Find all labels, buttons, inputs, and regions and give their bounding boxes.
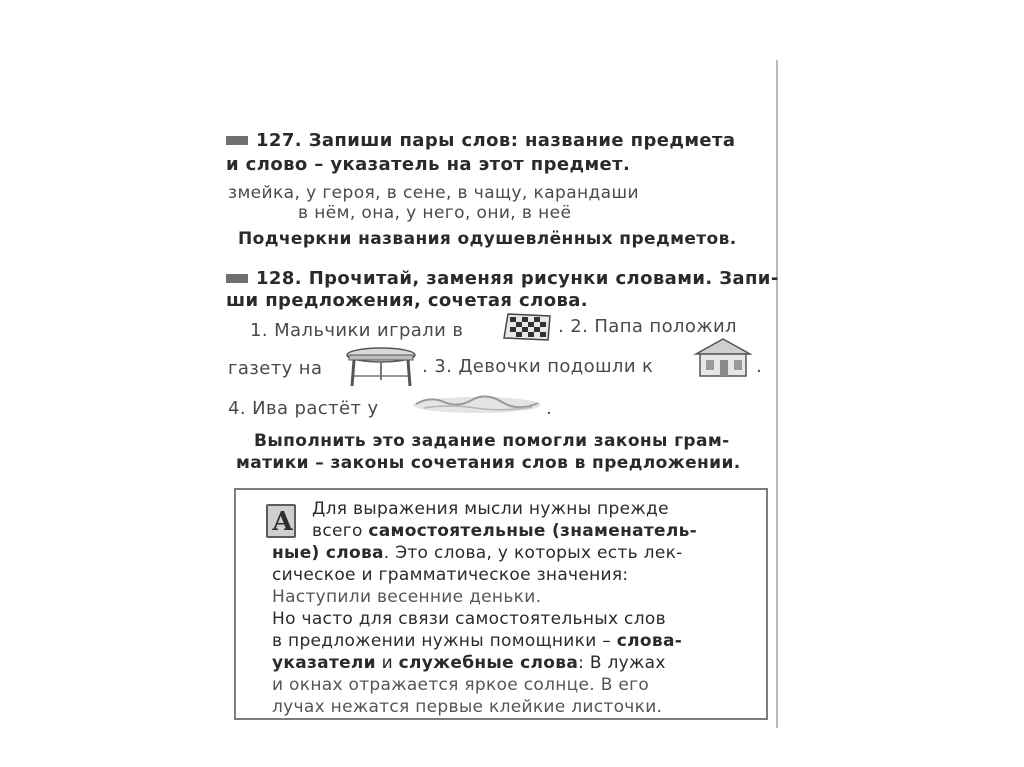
rule-text: : В лужах [578,653,666,673]
sentence-1-part-1: 1. Мальчики играли в [250,320,464,341]
rule-text: и [375,653,399,673]
word-list-2: в нём, она, у него, они, в неё [298,203,572,223]
task-128-text-1: Прочитай, заменяя рисунки словами. Запи- [308,268,779,289]
scan-page-edge [776,60,778,728]
table-icon [344,346,418,388]
rule-example-3: лучах нежатся первые клейкие листочки. [272,697,663,717]
task-127-heading [226,130,735,152]
pond-icon [410,392,544,414]
summary-line-1: Выполнить это задание помогли законы грам- [254,431,730,451]
rule-term: самостоятельные (знаменатель- [368,521,698,541]
rule-line-7 [272,630,682,652]
rule-example-1: Наступили весенние деньки. [272,587,542,607]
sentence-1-part-2: . 2. Папа положил [558,316,737,337]
sentence-3-end-dot: . [546,398,553,419]
rule-letter-a-icon [266,504,296,538]
underline-instruction: Подчеркни названия одушевлённых предметов. [238,229,737,249]
sentence-2-end-dot: . [756,356,763,377]
task-127-text-2: и слово – указатель на этот предмет. [226,154,631,175]
textbook-page [222,118,779,730]
rule-line-6: Но часто для связи самостоятельных слов [272,609,666,629]
rule-line-8 [272,652,666,674]
checkerboard-icon [502,312,554,342]
summary-line-2: матики – законы сочетания слов в предложении. [236,453,741,473]
rule-term: слова- [616,631,683,651]
sentence-2-part-1: газету на [228,358,323,379]
task-number: 127. [256,130,303,151]
task-number: 128. [256,268,303,289]
rule-term: указатели [272,653,376,673]
word-list-1: змейка, у героя, в сене, в чащу, карандаши [228,183,639,203]
task-128-text-2: ши предложения, сочетая слова. [226,290,589,311]
sentence-3-part-1: 4. Ива растёт у [228,398,379,419]
task-127-text-1: Запиши пары слов: название предмета [308,130,736,151]
house-icon [692,336,754,378]
rule-line-3 [272,542,683,564]
task-marker-icon [226,274,248,283]
grammar-rule-box [234,488,768,720]
rule-icon-letter: А [272,507,294,537]
rule-text: всего [312,521,369,541]
task-128-heading [226,268,779,290]
sentence-2-part-2: . 3. Девочки подошли к [422,356,654,377]
rule-text: в предложении нужны помощники – [272,631,617,651]
rule-line-4: сическое и грамматическое значения: [272,565,629,585]
task-marker-icon [226,136,248,145]
rule-line-1: Для выражения мысли нужны прежде [312,499,669,519]
rule-term: ные) слова [272,543,384,563]
rule-term: служебные слова [398,653,579,673]
rule-line-2 [312,520,697,542]
rule-text: . Это слова, у которых есть лек- [383,543,683,563]
rule-example-2: и окнах отражается яркое солнце. В его [272,675,650,695]
